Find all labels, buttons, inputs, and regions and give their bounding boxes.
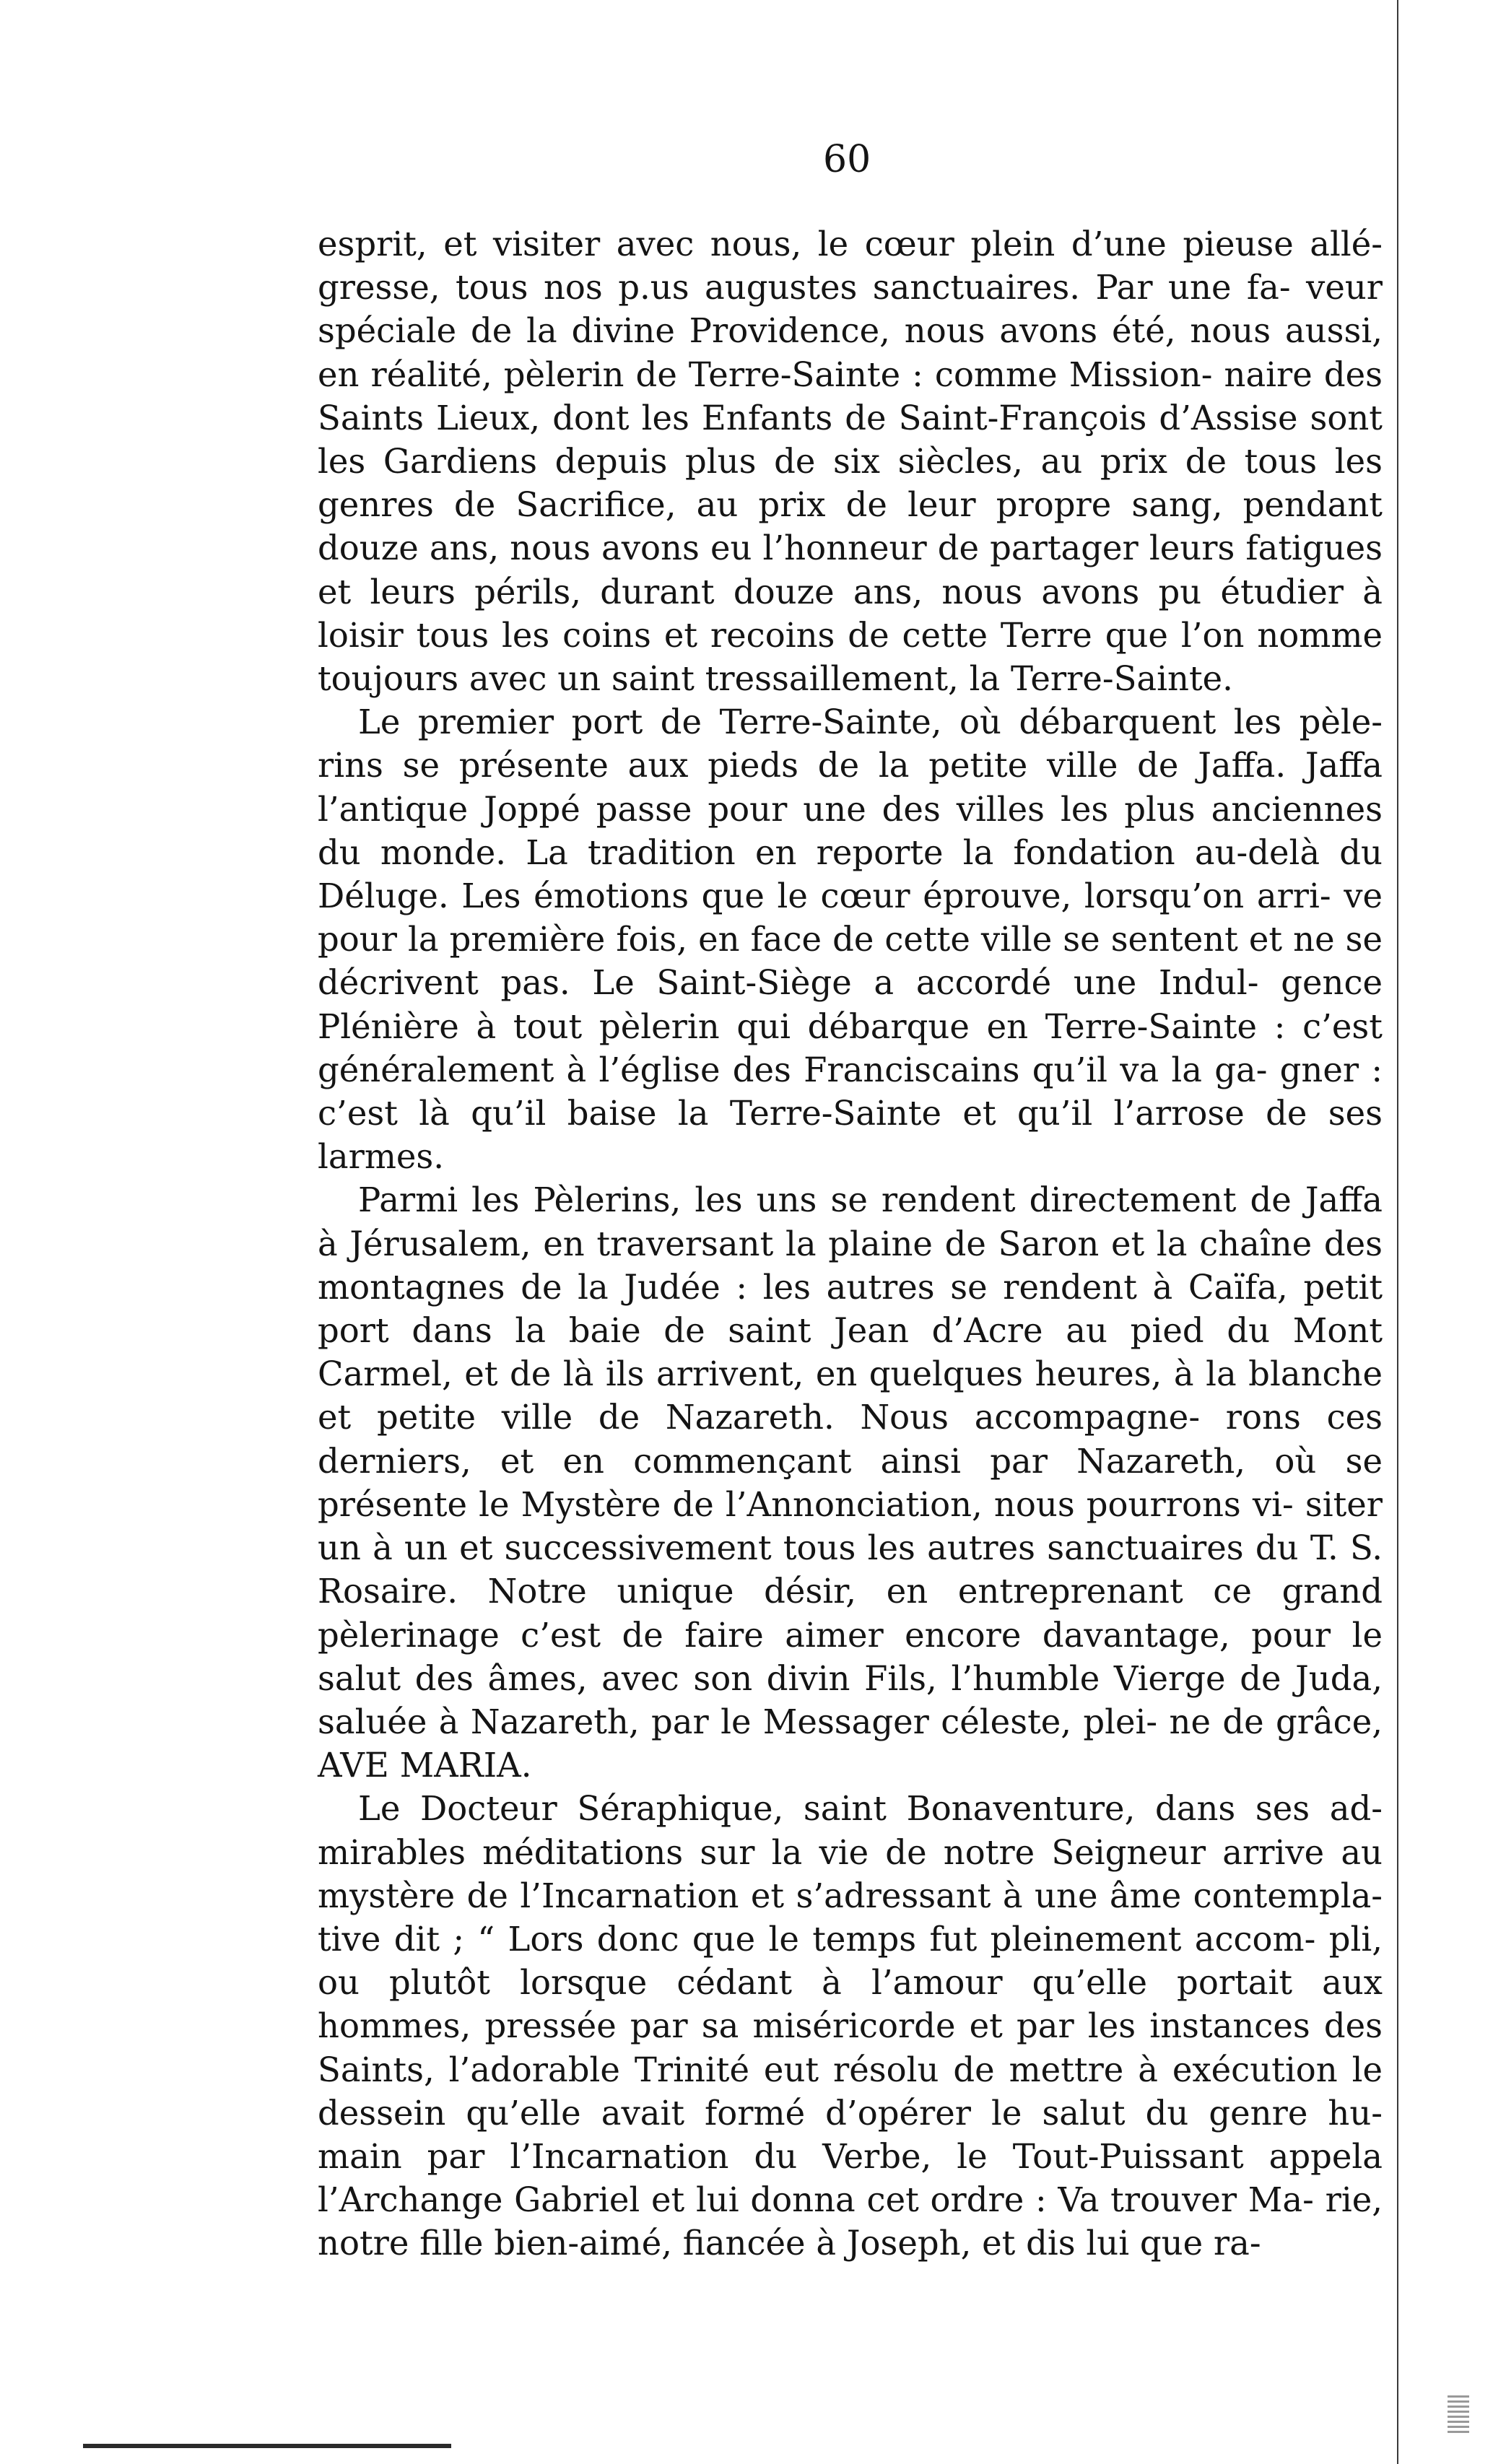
text-line: gence Plénière à tout pèlerin qui débarque en Terre-Sainte :	[318, 963, 1383, 1046]
text-line: rie, notre fille bien-aimé, fiancée à Joseph, et dis lui que ra-	[318, 2180, 1383, 2263]
text-line: main par l’Incarnation du Verbe, le Tout-Puissant appela	[318, 2136, 1383, 2176]
text-line: du T. S. Rosaire. Notre unique désir, en entreprenant ce	[318, 1528, 1383, 1611]
paragraph-1	[318, 222, 1383, 700]
text-line: naire des Saints Lieux, dont les Enfants de Saint-François	[318, 354, 1383, 437]
text-line: aussi, en réalité, pèlerin de Terre-Sainte : comme Mission-	[318, 311, 1383, 394]
text-line: mystère de l’Incarnation et s’adressant à une âme contempla-	[318, 1876, 1383, 1915]
text-line: ve pour la première fois, en face de cette ville se sentent et	[318, 876, 1383, 959]
paragraph-2	[318, 700, 1383, 1178]
text-line: Caïfa, petit port dans la baie de saint Jean d’Acre au pied	[318, 1267, 1383, 1351]
text-line: du monde. La tradition en reporte la fondation au-delà du	[318, 832, 1383, 872]
text-line: pour le salut des âmes, avec son divin Fils, l’humble Vierge	[318, 1615, 1383, 1698]
text-line: d’Assise sont les Gardiens depuis plus de six siècles, au prix	[318, 398, 1383, 482]
text-line: rons ces derniers, et en commençant ainsi par Nazareth, où	[318, 1398, 1383, 1481]
text-line: chaîne des montagnes de la Judée : les autres se rendent à	[318, 1224, 1383, 1307]
text-line: ses larmes.	[318, 1094, 1383, 1177]
paragraph-3	[318, 1178, 1383, 1787]
text-line: Le premier port de Terre-Sainte, où débarquent les pèle-	[358, 702, 1383, 742]
text-line: du Mont Carmel, et de là ils arrivent, en quelques heures,	[318, 1311, 1383, 1394]
page-number: 60	[823, 138, 871, 181]
text-line: leurs fatigues et leurs périls, durant douze ans, nous avons	[318, 528, 1383, 611]
text-line: esprit, et visiter avec nous, le cœur plein d’une pieuse allé-	[318, 225, 1383, 264]
text-line: hommes, pressée par sa miséricorde et par les instances des	[318, 2006, 1383, 2046]
text-line: se présente le Mystère de l’Annonciation, nous pourrons vi-	[318, 1441, 1383, 1524]
text-line: l’antique Joppé passe pour une des villes les plus anciennes	[318, 789, 1383, 829]
text-line: de Juda, saluée à Nazareth, par le Messager céleste, plei-	[318, 1658, 1383, 1741]
text-line: ne de grâce, AVE MARIA.	[318, 1702, 1383, 1785]
text-line: siter un à un et successivement tous les autres sanctuaires	[318, 1484, 1383, 1568]
paragraph-4	[318, 1787, 1383, 2265]
text-line: Jaffa à Jérusalem, en traversant la plaine de Saron et la	[318, 1180, 1383, 1263]
bottom-rule	[83, 2444, 451, 2448]
body-text	[318, 222, 1383, 2265]
text-line: que l’on nomme toujours avec un saint tressaillement, la	[318, 615, 1383, 699]
text-line: le dessein qu’elle avait formé d’opérer le salut du genre hu-	[318, 2050, 1383, 2133]
text-line: mirables méditations sur la vie de notre Seigneur arrive au	[318, 1832, 1383, 1872]
text-line: ne se décrivent pas. Le Saint-Siège a accordé une Indul-	[318, 920, 1383, 1003]
text-line: veur spéciale de la divine Providence, nous avons été, nous	[318, 268, 1383, 351]
text-line: l’Archange Gabriel et lui donna cet ordre : Va trouver Ma-	[318, 2180, 1314, 2220]
text-line: Parmi les Pèlerins, les uns se rendent directement de	[358, 1180, 1292, 1220]
page-edge-line	[1397, 0, 1398, 2464]
text-line: Saints, l’adorable Trinité eut résolu de mettre à exécution	[318, 2050, 1338, 2089]
text-line: pli, ou plutôt lorsque cédant à l’amour qu’elle portait aux	[318, 1919, 1383, 2003]
text-line: Terre-Sainte.	[1010, 659, 1233, 699]
text-line: c’est généralement à l’église des Franciscains qu’il va la ga-	[318, 1006, 1383, 1089]
text-line: à la blanche et petite ville de Nazareth. Nous accompagne-	[318, 1354, 1383, 1437]
text-line: gresse, tous nos p.us augustes sanctuaires. Par une fa-	[318, 268, 1291, 308]
text-line: tive dit ; “ Lors donc que le temps fut pleinement accom-	[318, 1919, 1316, 1959]
text-line: grand pèlerinage c’est de faire aimer encore davantage,	[318, 1572, 1383, 1655]
text-line: pendant douze ans, nous avons eu l’honneur de partager	[318, 485, 1383, 568]
text-line: Déluge. Les émotions que le cœur éprouve, lorsqu’on arri-	[318, 876, 1331, 916]
text-line: Le Docteur Séraphique, saint Bonaventure, dans ses ad-	[358, 1789, 1383, 1829]
text-line: de tous les genres de Sacrifice, au prix de leur propre sang,	[318, 442, 1383, 525]
margin-scan-mark	[1448, 2393, 1469, 2433]
text-line: rins se présente aux pieds de la petite ville de Jaffa. Jaffa	[318, 746, 1383, 785]
text-line: pu étudier à loisir tous les coins et recoins de cette Terre	[318, 572, 1383, 655]
text-line: gner : c’est là qu’il baise la Terre-Sainte et qu’il l’arrose de	[318, 1050, 1383, 1133]
